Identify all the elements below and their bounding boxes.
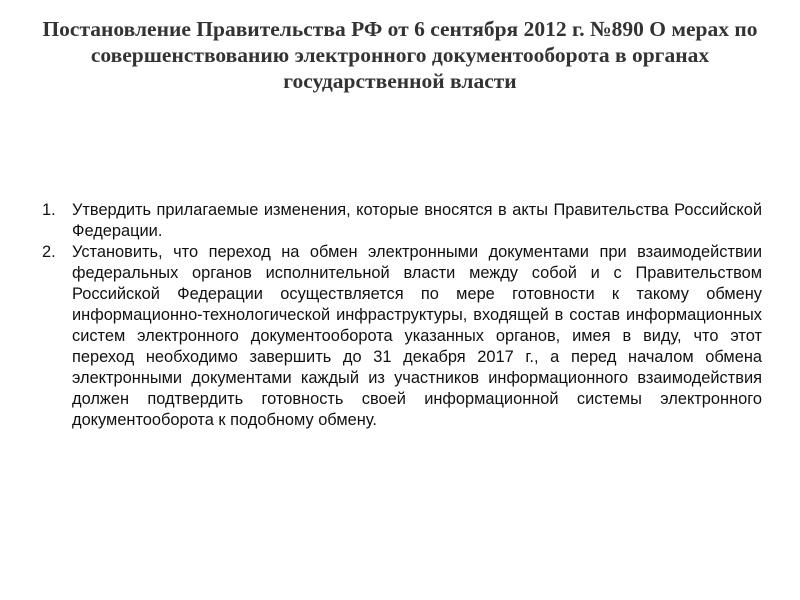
list-item-1	[42, 200, 762, 242]
numbered-list	[42, 200, 762, 431]
list-item-number: 2.	[42, 243, 56, 261]
list-item-text: Установить, что переход на обмен электронными документами при взаимодействии федеральных органов исполнительной власти между собой и с Правительством Российской Федерации осуществляется по мере готовности к такому обмену информационно-технологической инфраструктуры, входящей в состав информационных систем электронного документооборота указанных органов, имея в виду, что этот переход необходимо завершить до 31 декабря 2017 г., а перед началом обмена электронными документами каждый из участников информационного взаимодействия должен подтвердить готовность своей информационной системы электронного документооборота к подобному обмену.	[72, 243, 762, 429]
list-item-2	[42, 242, 762, 431]
list-item-number: 1.	[42, 201, 56, 219]
slide-title: Постановление Правительства РФ от 6 сентября 2012 г. №890 О мерах по совершенствованию электронного документооборота в органах государственной власти	[42, 17, 758, 93]
list-item-text: Утвердить прилагаемые изменения, которые вносятся в акты Правительства Российской Федерации.	[72, 201, 762, 240]
